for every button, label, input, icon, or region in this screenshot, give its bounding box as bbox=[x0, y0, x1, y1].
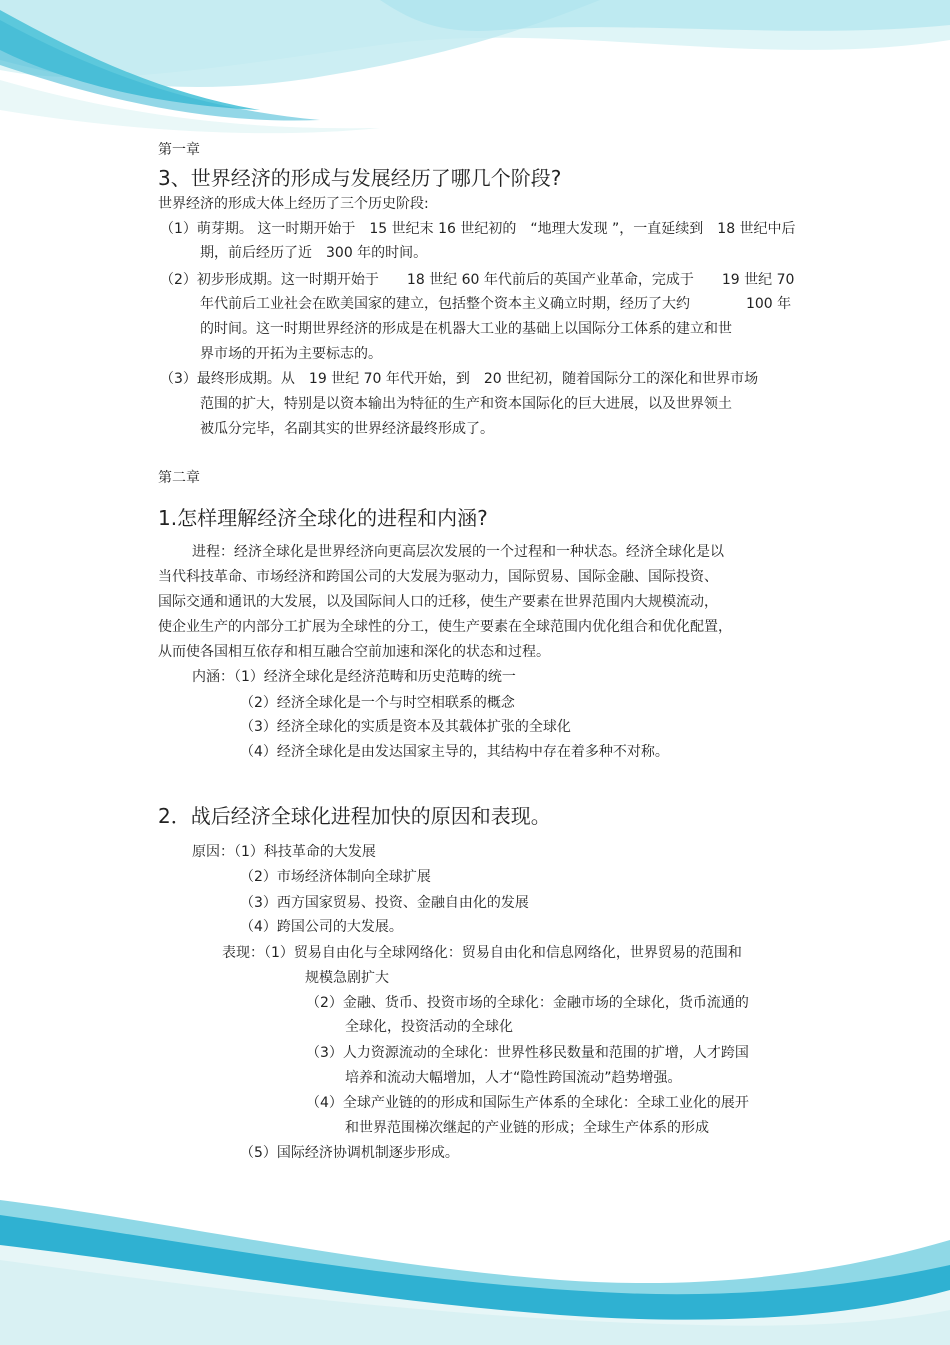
connotation-item-2: （2）经济全球化是一个与时空相联系的概念 bbox=[240, 695, 515, 711]
connotation-item-3: （3）经济全球化的实质是资本及其载体扩张的全球化 bbox=[240, 719, 571, 735]
stages-intro: 世界经济的形成大体上经历了三个历史阶段: bbox=[158, 196, 429, 212]
process-para-line-3: 国际交通和通讯的大发展，以及国际间人口的迁移，使生产要素在世界范围内大规模流动， bbox=[158, 594, 718, 610]
reason-item-3: （3）西方国家贸易、投资、金融自由化的发展 bbox=[240, 895, 529, 911]
manifestation-3-line-2: 培养和流动大幅增加，人才“隐性跨国流动”趋势增强。 bbox=[345, 1070, 682, 1086]
question-2-title: 2．战后经济全球化进程加快的原因和表现。 bbox=[158, 804, 551, 828]
reason-item-1: 原因：（1）科技革命的大发展 bbox=[192, 844, 376, 860]
manifestation-1-line-2: 规模急剧扩大 bbox=[305, 970, 389, 986]
stage-3-line-3: 被瓜分完毕，名副其实的世界经济最终形成了。 bbox=[200, 421, 494, 437]
manifestation-3-line-1: （3）人力资源流动的全球化：世界性移民数量和范围的扩增，人才跨国 bbox=[306, 1045, 749, 1061]
reason-item-2: （2）市场经济体制向全球扩展 bbox=[240, 869, 431, 885]
manifestation-4-line-1: （4）全球产业链的的形成和国际生产体系的全球化：全球工业化的展开 bbox=[306, 1095, 749, 1111]
chapter-1-label: 第一章 bbox=[158, 142, 200, 158]
question-1-title: 1.怎样理解经济全球化的进程和内涵? bbox=[158, 506, 488, 530]
stage-2-line-4: 界市场的开拓为主要标志的。 bbox=[200, 346, 382, 362]
stage-3-line-1: （3）最终形成期。从 19 世纪 70 年代开始，到 20 世纪初，随着国际分工的深化和世界市场 bbox=[160, 371, 759, 387]
stage-2-line-3: 的时间。这一时期世界经济的形成是在机器大工业的基础上以国际分工体系的建立和世 bbox=[200, 321, 732, 337]
question-3-title: 3、世界经济的形成与发展经历了哪几个阶段? bbox=[158, 166, 562, 190]
manifestation-4-line-2: 和世界范围梯次继起的产业链的形成；全球生产体系的形成 bbox=[345, 1120, 709, 1136]
manifestation-1-line-1: 表现：（1）贸易自由化与全球网络化：贸易自由化和信息网络化，世界贸易的范围和 bbox=[222, 945, 742, 961]
reason-item-4: （4）跨国公司的大发展。 bbox=[240, 919, 403, 935]
chapter-2-label: 第二章 bbox=[158, 470, 200, 486]
stage-2-line-2: 年代前后工业社会在欧美国家的建立，包括整个资本主义确立时期，经历了大约 100 年 bbox=[200, 296, 792, 312]
manifestation-2-line-2: 全球化，投资活动的全球化 bbox=[345, 1019, 513, 1035]
manifestation-5: （5）国际经济协调机制逐步形成。 bbox=[240, 1145, 459, 1161]
process-para-line-5: 从而使各国相互依存和相互融合空前加速和深化的状态和过程。 bbox=[158, 644, 550, 660]
connotation-item-1: 内涵：（1）经济全球化是经济范畴和历史范畴的统一 bbox=[192, 669, 516, 685]
connotation-item-4: （4）经济全球化是由发达国家主导的，其结构中存在着多种不对称。 bbox=[240, 744, 669, 760]
stage-3-line-2: 范围的扩大，特别是以资本输出为特征的生产和资本国际化的巨大进展，以及世界领土 bbox=[200, 396, 732, 412]
process-para-line-2: 当代科技革命、市场经济和跨国公司的大发展为驱动力，国际贸易、国际金融、国际投资、 bbox=[158, 569, 718, 585]
process-para-line-4: 使企业生产的内部分工扩展为全球性的分工，使生产要素在全球范围内优化组合和优化配置， bbox=[158, 619, 732, 635]
stage-1-line-1: （1）萌芽期。 这一时期开始于 15 世纪末 16 世纪初的 “地理大发现 ”，一直延续到 18 世纪中后 bbox=[160, 221, 796, 237]
stage-1-line-2: 期，前后经历了近 300 年的时间。 bbox=[200, 245, 428, 261]
manifestation-2-line-1: （2）金融、货币、投资市场的全球化：金融市场的全球化，货币流通的 bbox=[306, 995, 749, 1011]
stage-2-line-1: （2）初步形成期。这一时期开始于 18 世纪 60 年代前后的英国产业革命，完成于 19 世纪 70 bbox=[160, 272, 795, 288]
process-para-line-1: 进程：经济全球化是世界经济向更高层次发展的一个过程和一种状态。经济全球化是以 bbox=[192, 544, 724, 560]
